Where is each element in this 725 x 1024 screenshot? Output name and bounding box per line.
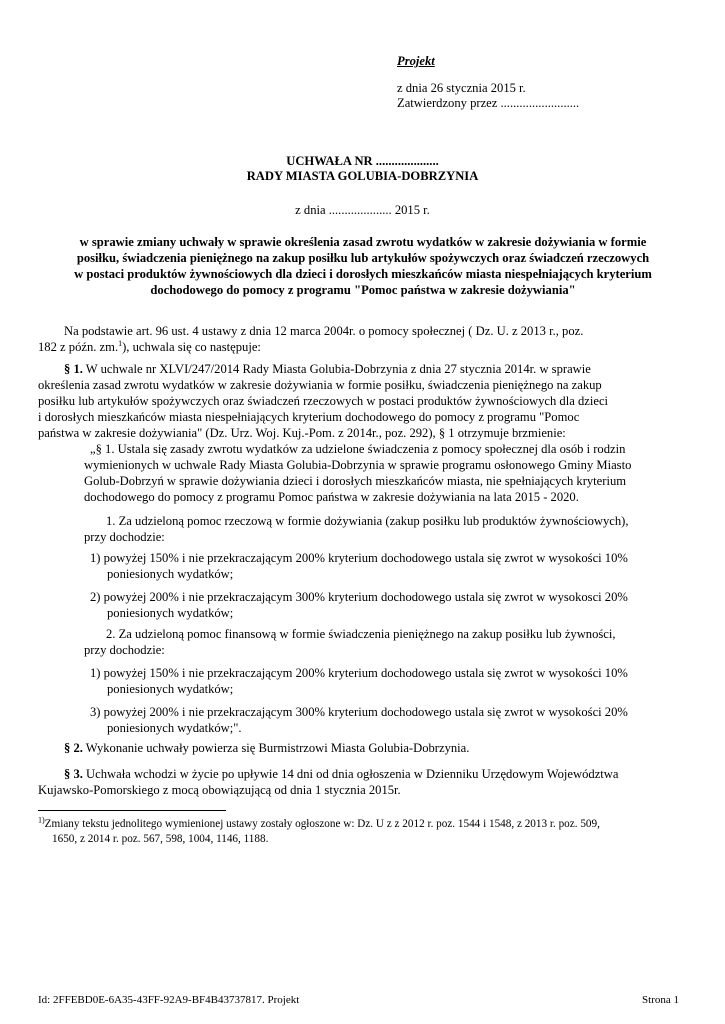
section-1-text: W uchwale nr XLVI/247/2014 Rady Miasta Golubia-Dobrzynia z dnia 27 stycznia 2014r. w sprawie — [82, 362, 591, 376]
item-text: powyżej 150% i nie przekraczającym 200% kryterium dochodowego ustala się zwrot w wysokości 10% — [103, 551, 628, 565]
section-2-label: § 2. — [64, 741, 83, 755]
footnote-line: 1650, z 2014 r. poz. 567, 598, 1004, 1146, 1188. — [52, 833, 269, 845]
section-2 — [38, 740, 678, 756]
subject-line: w sprawie zmiany uchwały w sprawie określenia zasad zwrotu wydatków w zakresie dożywiania w formie — [79, 235, 647, 249]
item-number: 1) — [90, 666, 101, 680]
preamble-line — [38, 339, 678, 355]
resolution-date: z dnia .................... 2015 r. — [295, 203, 430, 217]
footnote-reference: 1 — [118, 338, 123, 348]
point-1-item-1 — [90, 550, 678, 582]
preamble-text: 182 z późn. zm. — [38, 340, 119, 354]
footnote-separator — [38, 810, 226, 811]
point-1-line: 1. Za udzieloną pomoc rzeczową w formie dożywiania (zakup posiłku lub produktów żywnościowych), — [106, 514, 629, 528]
section-1-line: posiłku lub artykułów spożywczych oraz świadczeń rzeczowych w postaci produktów żywnościowych dla dzieci — [38, 394, 609, 408]
point-2-line: 2. Za udzieloną pomoc finansową w formie świadczenia pieniężnego na zakup posiłku lub żywności, — [106, 627, 616, 641]
draft-label: Projekt — [397, 54, 435, 68]
quote-line: dochodowego do pomocy z programu Pomoc państwa w zakresie dożywiania na lata 2015 - 2020. — [84, 490, 579, 504]
footnote-marker: 1) — [38, 815, 45, 825]
item-text: powyżej 150% i nie przekraczającym 200% kryterium dochodowego ustala się zwrot w wysokości 10% — [103, 666, 628, 680]
preamble-line: Na podstawie art. 96 ust. 4 ustawy z dnia 12 marca 2004r. o pomocy społecznej ( Dz. U. z 2013 r., poz. — [64, 324, 584, 338]
document-id: Id: 2FFEBD0E-6A35-43FF-92A9-BF4B43737817. Projekt — [38, 994, 300, 1006]
subject-line: posiłku, świadczenia pieniężnego na zakup posiłku lub artykułów spożywczych oraz świadczeń rzeczowych — [76, 251, 650, 265]
item-line — [90, 589, 678, 605]
resolution-number-title: UCHWAŁA NR .................... — [286, 154, 439, 168]
subject-line: w postaci produktów żywnościowych dla dzieci i dorosłych mieszkańców miasta niespełniających kryterium — [74, 267, 652, 281]
subject-line: dochodowego do pomocy z programu "Pomoc państwa w zakresie dożywiania" — [150, 283, 576, 297]
item-line — [90, 550, 678, 566]
quote-line: Golub-Dobrzyń w sprawie dożywiania dzieci i dorosłych mieszkańców miasta, nie spełniających kryterium — [84, 474, 627, 488]
section-3-line: Kujawsko-Pomorskiego z mocą obowiązującą od dnia 1 stycznia 2015r. — [38, 783, 401, 797]
section-3-text: Uchwała wchodzi w życie po upływie 14 dni od dnia ogłoszenia w Dzienniku Urzędowym Województwa — [82, 767, 619, 781]
point-1-line: przy dochodzie: — [84, 530, 165, 544]
point-2-line: przy dochodzie: — [84, 643, 165, 657]
section-1-line: państwa w zakresie dożywiania" (Dz. Urz. Woj. Kuj.-Pom. z 2014r., poz. 292), § 1 otrzymuje brzmienie: — [38, 426, 566, 440]
quoted-paragraph — [84, 441, 678, 505]
page-number: Strona 1 — [642, 994, 679, 1006]
point-2 — [84, 626, 678, 658]
quote-line: wymienionych w uchwale Rady Miasta Golubia-Dobrzynia w sprawie programu osłonowego Gminy Miasto — [84, 458, 632, 472]
section-3-line — [38, 766, 678, 782]
section-3-label: § 3. — [64, 767, 83, 781]
point-2-item-1 — [90, 665, 678, 697]
item-line — [90, 704, 678, 720]
point-1 — [84, 513, 678, 545]
item-number: 1) — [90, 551, 101, 565]
item-number: 3) — [90, 705, 101, 719]
resolution-subject — [48, 234, 678, 298]
item-line — [90, 665, 678, 681]
quote-line: „§ 1. Ustala się zasady zwrotu wydatków za udzielone świadczenia z pomocy społecznej dla osób i rodzin — [90, 442, 626, 456]
point-2-item-2 — [90, 704, 678, 736]
item-line: poniesionych wydatków; — [107, 682, 234, 696]
item-line: poniesionych wydatków;". — [107, 721, 242, 735]
section-2-line — [38, 740, 678, 756]
footnote — [38, 817, 678, 847]
section-1-line: określenia zasad zwrotu wydatków w zakresie dożywiania w formie posiłku, świadczenia pieniężnego na zakup — [38, 378, 602, 392]
council-name-title: RADY MIASTA GOLUBIA-DOBRZYNIA — [246, 169, 479, 183]
section-3 — [38, 766, 678, 798]
section-2-text: Wykonanie uchwały powierza się Burmistrzowi Miasta Golubia-Dobrzynia. — [82, 741, 470, 755]
header-date: z dnia 26 stycznia 2015 r. — [397, 81, 526, 95]
item-line: poniesionych wydatków; — [107, 606, 234, 620]
item-number: 2) — [90, 590, 101, 604]
approved-by-line: Zatwierdzony przez ......................... — [397, 96, 580, 110]
section-1-label: § 1. — [64, 362, 83, 376]
item-text: powyżej 200% i nie przekraczającym 300% kryterium dochodowego ustala się zwrot w wysokości 20% — [103, 705, 628, 719]
preamble-text: ), uchwala się co następuje: — [122, 340, 261, 354]
item-line: poniesionych wydatków; — [107, 567, 234, 581]
section-1 — [38, 361, 678, 441]
item-text: powyżej 200% i nie przekraczającym 300% kryterium dochodowego ustala się zwrot w wysokosci 20% — [103, 590, 628, 604]
section-1-line — [38, 361, 678, 377]
footnote-text: Zmiany tekstu jednolitego wymienionej ustawy zostały ogłoszone w: Dz. U z z 2012 r. poz. 1544 i 1548, z 2013 r. poz. 509, — [44, 818, 600, 830]
footnote-line — [38, 817, 678, 832]
preamble — [38, 323, 678, 355]
point-1-item-2 — [90, 589, 678, 621]
section-1-line: i dorosłych mieszkańców miasta niespełniających kryterium dochodowego do pomocy z programu "Pomoc — [38, 410, 580, 424]
